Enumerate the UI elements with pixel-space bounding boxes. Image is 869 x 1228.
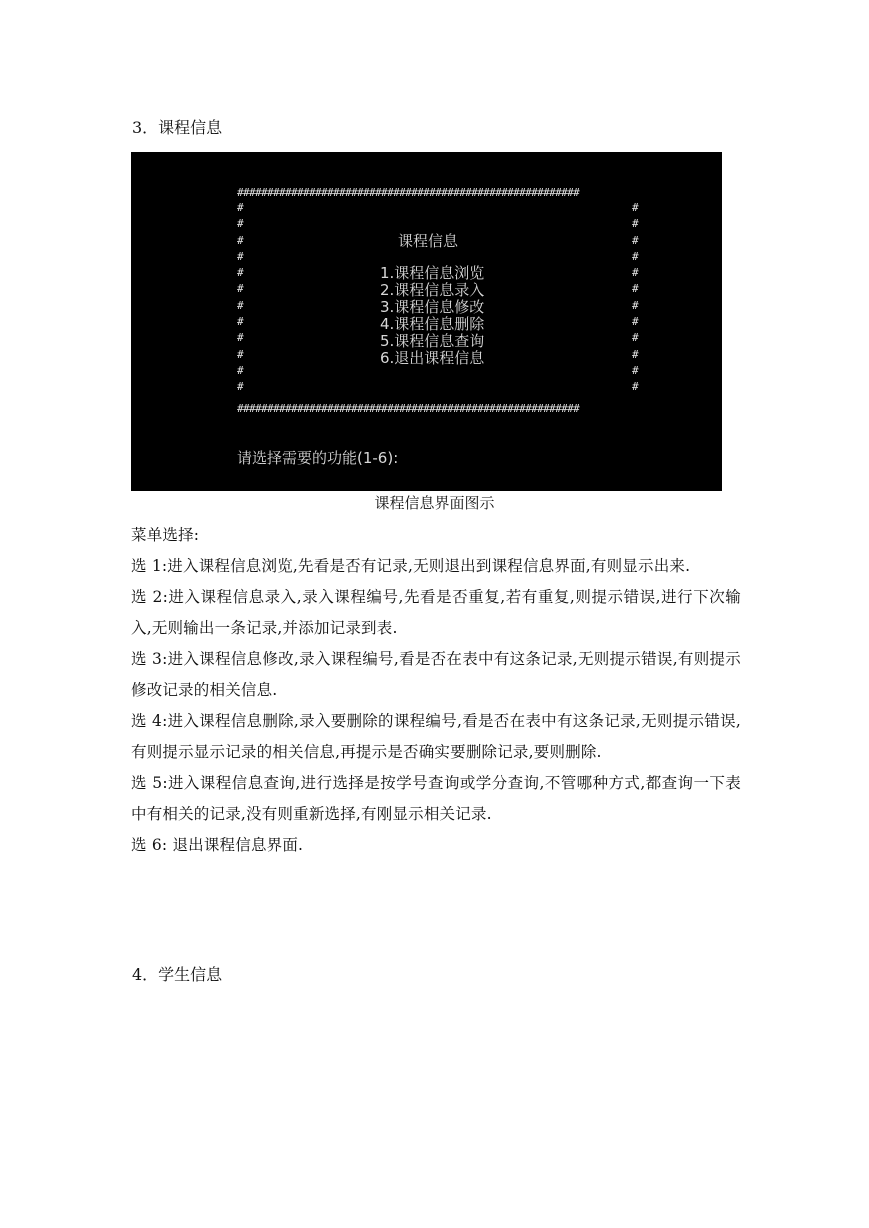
section-heading: 4．学生信息 (132, 965, 223, 984)
console-menu-item: 3.课程信息修改 (380, 298, 485, 316)
paragraph: 选 1:进入课程信息浏览,先看是否有记录,无则退出到课程信息界面,有则显示出来. (131, 557, 691, 575)
console-menu-item: 5.课程信息查询 (380, 332, 485, 350)
paragraph: 选 5:进入课程信息查询,进行选择是按学号查询或学分查询,不管哪种方式,都查询一下表中有相关的记录,没有则重新选择,有刚显示相关记录. (131, 774, 741, 823)
paragraph: 选 3:进入课程信息修改,录入课程编号,看是否在表中有这条记录,无则提示错误,有则提示修改记录的相关信息. (131, 650, 741, 699)
console-prompt: 请选择需要的功能(1-6): (237, 449, 399, 467)
console-menu-item: 6.退出课程信息 (380, 349, 485, 367)
console-menu-item: 4.课程信息删除 (380, 315, 485, 333)
console-border-right: # # # # # # # # # # # # (632, 201, 639, 394)
console-border-bottom: ######################################################### (237, 402, 580, 415)
paragraph: 选 6: 退出课程信息界面. (131, 836, 304, 854)
body-text (131, 520, 741, 861)
console-border-left: # # # # # # # # # # # # (237, 201, 244, 394)
section-heading: 3．课程信息 (132, 118, 223, 137)
paragraph: 选 2:进入课程信息录入,录入课程编号,先看是否重复,若有重复,则提示错误,进行下次输入,无则输出一条记录,并添加记录到表. (131, 588, 741, 637)
console-screenshot (131, 152, 722, 491)
figure-caption: 课程信息界面图示 (374, 494, 495, 512)
console-menu-item: 2.课程信息录入 (380, 281, 485, 299)
console-menu-item: 1.课程信息浏览 (380, 264, 485, 282)
console-menu-title: 课程信息 (398, 232, 459, 250)
paragraph: 选 4:进入课程信息删除,录入要删除的课程编号,看是否在表中有这条记录,无则提示错误,有则提示显示记录的相关信息,再提示是否确实要删除记录,要则删除. (131, 712, 741, 761)
console-border-top: ######################################################### (237, 186, 580, 199)
console-menu-list (380, 265, 484, 367)
paragraph: 菜单选择: (131, 526, 200, 544)
